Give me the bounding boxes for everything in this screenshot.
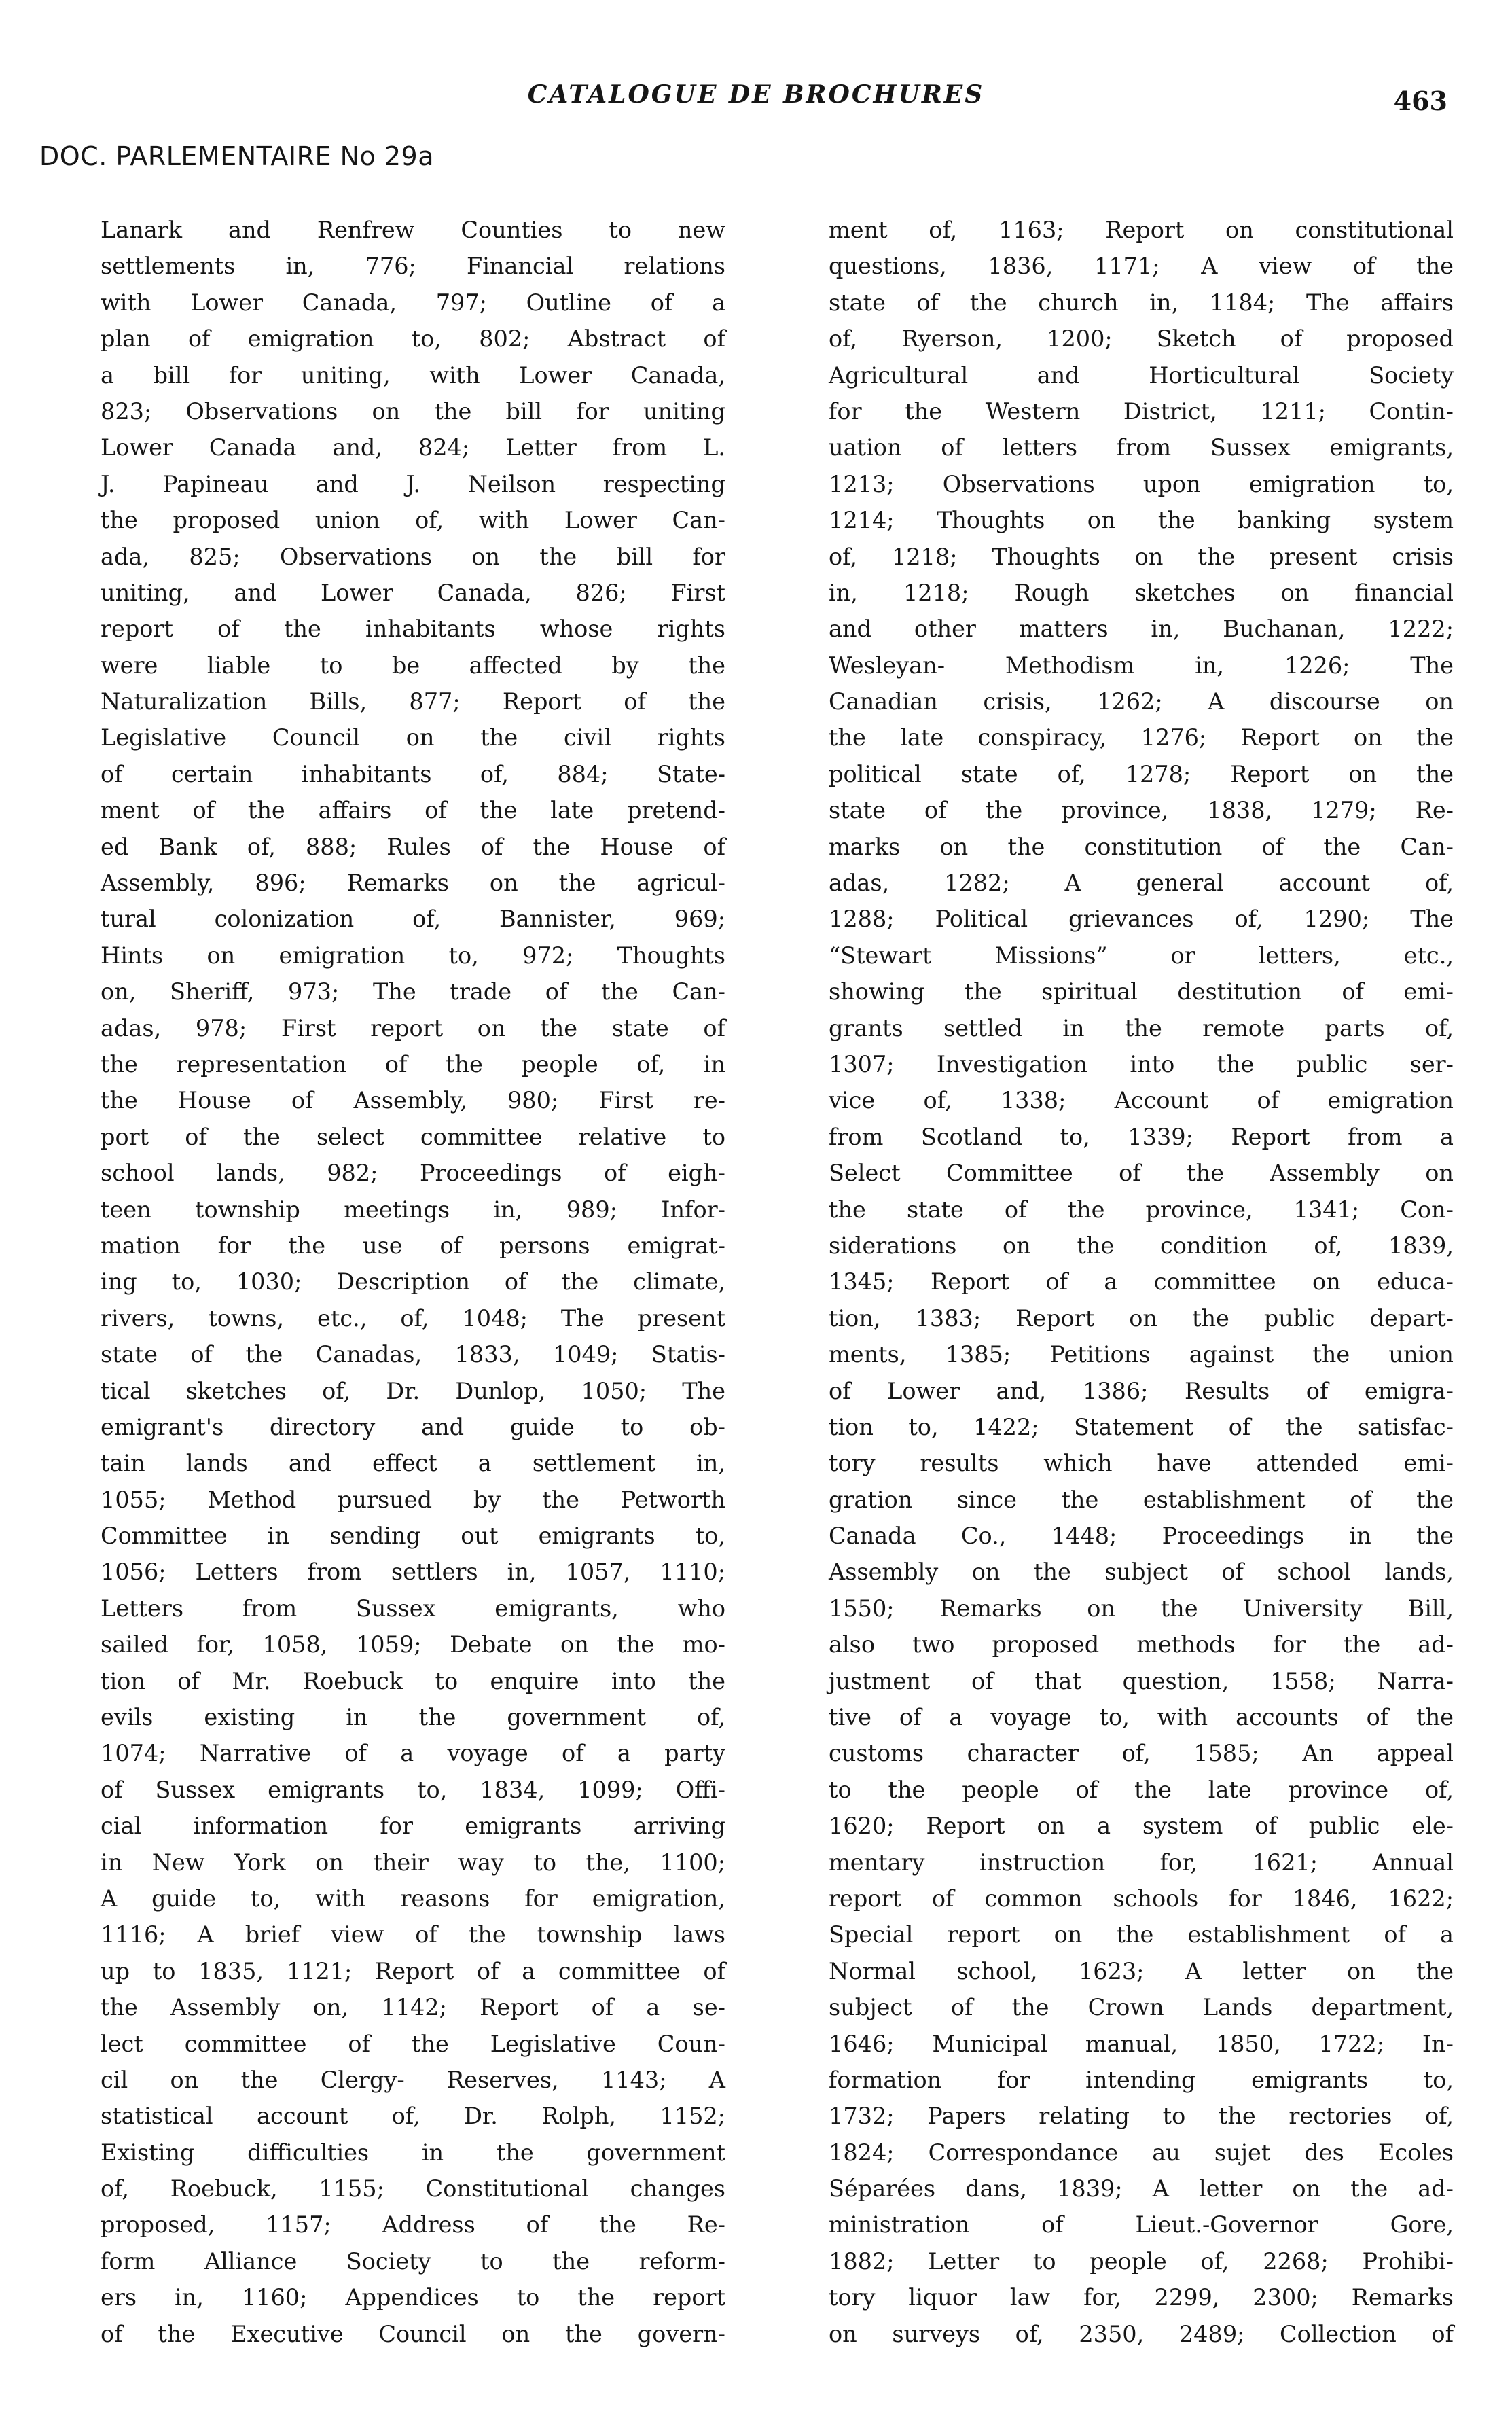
right-column-line: the late conspiracy, 1276; Report on the (829, 724, 1454, 751)
right-column-line: showing the spiritual destitution of emi- (829, 978, 1454, 1005)
left-column-line: uniting, and Lower Canada, 826; First (101, 579, 725, 606)
left-column-line: settlements in, 776; Financial relations (101, 253, 725, 280)
right-column-line: of, 1218; Thoughts on the present crisis (829, 543, 1454, 570)
right-column-line: 1307; Investigation into the public ser- (829, 1050, 1454, 1078)
right-column-line: grants settled in the remote parts of, (829, 1014, 1454, 1041)
right-column-line: 1824; Correspondance au sujet des Ecoles (829, 2139, 1454, 2166)
right-column-line: to the people of the late province of, (829, 1776, 1454, 1803)
left-column-line: Committee in sending out emigrants to, (101, 1522, 725, 1550)
right-column-line: 1288; Political grievances of, 1290; The (829, 906, 1454, 933)
left-column-line: Assembly, 896; Remarks on the agricul- (101, 870, 725, 897)
left-column-line: ment of the affairs of the late pretend- (101, 797, 725, 824)
right-column-line: ments, 1385; Petitions against the union (829, 1341, 1454, 1368)
right-column-line: 1213; Observations upon emigration to, (829, 470, 1454, 497)
right-column-line: from Scotland to, 1339; Report from a (829, 1123, 1454, 1150)
left-column-line: Legislative Council on the civil rights (101, 724, 725, 751)
right-column-line: Canada Co., 1448; Proceedings in the (829, 1522, 1454, 1550)
right-column-line: Normal school, 1623; A letter on the (829, 1957, 1454, 1984)
left-column-line: state of the Canadas, 1833, 1049; Statis- (101, 1341, 725, 1368)
right-column-line: in, 1218; Rough sketches on financial (829, 579, 1454, 606)
left-column-line: in New York on their way to the, 1100; (101, 1849, 725, 1876)
left-column-line: with Lower Canada, 797; Outline of a (101, 289, 725, 316)
left-column-line: 823; Observations on the bill for uniting (101, 397, 725, 425)
right-column-line: political state of, 1278; Report on the (829, 760, 1454, 787)
right-column-line: ment of, 1163; Report on constitutional (829, 217, 1454, 243)
left-column-line: 1116; A brief view of the township laws (101, 1921, 725, 1948)
left-column-line: Lower Canada and, 824; Letter from L. (101, 434, 725, 461)
left-column-line: the Assembly on, 1142; Report of a se- (101, 1994, 725, 2021)
left-column-line: adas, 978; First report on the state of (101, 1014, 725, 1041)
right-column-line: “Stewart Missions” or letters, etc., (829, 942, 1454, 969)
right-column-line: on surveys of, 2350, 2489; Collection of (829, 2320, 1454, 2347)
left-column-line: 1074; Narrative of a voyage of a party (101, 1740, 725, 1767)
right-column-line: questions, 1836, 1171; A view of the (829, 253, 1454, 280)
right-column-line: Assembly on the subject of school lands, (829, 1559, 1454, 1586)
right-column-line: and other matters in, Buchanan, 1222; (829, 616, 1454, 643)
right-column-line: 1550; Remarks on the University Bill, (829, 1595, 1454, 1622)
left-column-line: Letters from Sussex emigrants, who (101, 1595, 725, 1622)
left-column-line: emigrant's directory and guide to ob- (101, 1413, 725, 1440)
left-column (101, 212, 725, 2352)
right-column-line: vice of, 1338; Account of emigration (829, 1087, 1454, 1114)
left-column-line: lect committee of the Legislative Coun- (101, 2030, 725, 2057)
left-column-line: 1056; Letters from settlers in, 1057, 1110; (101, 1559, 725, 1586)
left-column-line: evils existing in the government of, (101, 1704, 725, 1731)
right-column-line: Wesleyan- Methodism in, 1226; The (829, 652, 1454, 679)
right-column-line: 1882; Letter to people of, 2268; Prohibi- (829, 2247, 1454, 2275)
left-column-line: proposed, 1157; Address of the Re- (101, 2211, 725, 2239)
left-column-line: plan of emigration to, 802; Abstract of (101, 325, 725, 353)
left-column-line: tural colonization of, Bannister, 969; (101, 906, 725, 933)
right-column-line: adas, 1282; A general account of, (829, 870, 1454, 897)
right-column-line: Select Committee of the Assembly on (829, 1160, 1454, 1187)
right-column-line: gration since the establishment of the (829, 1486, 1454, 1513)
right-column-line: siderations on the condition of, 1839, (829, 1232, 1454, 1259)
right-column-line: Special report on the establishment of a (829, 1921, 1454, 1948)
right-column-line: of Lower and, 1386; Results of emigra- (829, 1377, 1454, 1404)
left-column-line: a bill for uniting, with Lower Canada, (101, 361, 725, 389)
right-column-line: 1620; Report on a system of public ele- (829, 1813, 1454, 1840)
left-column-line: cial information for emigrants arriving (101, 1813, 725, 1840)
left-column-line: sailed for, 1058, 1059; Debate on the mo- (101, 1631, 725, 1658)
right-column-line: Agricultural and Horticultural Society (829, 361, 1454, 389)
left-column-line: Naturalization Bills, 877; Report of the (101, 688, 725, 715)
right-column-line: customs character of, 1585; An appeal (829, 1740, 1454, 1767)
right-column-line: for the Western District, 1211; Contin- (829, 397, 1454, 425)
left-column-line: statistical account of, Dr. Rolph, 1152; (101, 2103, 725, 2130)
right-column-line: state of the church in, 1184; The affairs (829, 289, 1454, 316)
right-column (829, 212, 1454, 2352)
right-column-line: ministration of Lieut.-Governor Gore, (829, 2211, 1454, 2239)
right-column-line: mentary instruction for, 1621; Annual (829, 1849, 1454, 1876)
left-column-line: of certain inhabitants of, 884; State- (101, 760, 725, 787)
right-column-line: 1646; Municipal manual, 1850, 1722; In- (829, 2030, 1454, 2057)
left-column-line: the House of Assembly, 980; First re- (101, 1087, 725, 1114)
left-column-line: school lands, 982; Proceedings of eigh- (101, 1160, 725, 1187)
left-column-line: tical sketches of, Dr. Dunlop, 1050; The (101, 1377, 725, 1404)
right-column-line: tory liquor law for, 2299, 2300; Remarks (829, 2284, 1454, 2311)
right-column-line: report of common schools for 1846, 1622; (829, 1885, 1454, 1912)
left-column-line: ing to, 1030; Description of the climate, (101, 1268, 725, 1296)
left-column-line: of the Executive Council on the govern- (101, 2320, 725, 2347)
left-column-line: tion of Mr. Roebuck to enquire into the (101, 1667, 725, 1694)
left-column-line: tain lands and effect a settlement in, (101, 1450, 725, 1477)
left-column-line: report of the inhabitants whose rights (101, 616, 725, 643)
page-number: 463 (1393, 86, 1447, 116)
right-column-line: tion to, 1422; Statement of the satisfac- (829, 1413, 1454, 1440)
right-column-line: tion, 1383; Report on the public depart- (829, 1304, 1454, 1332)
left-column-line: teen township meetings in, 989; Infor- (101, 1196, 725, 1223)
right-column-line: justment of that question, 1558; Narra- (829, 1667, 1454, 1694)
left-column-line: of, Roebuck, 1155; Constitutional changes (101, 2175, 725, 2203)
left-column-line: ed Bank of, 888; Rules of the House of (101, 833, 725, 860)
right-column-line: formation for intending emigrants to, (829, 2066, 1454, 2093)
right-column-line: also two proposed methods for the ad- (829, 1631, 1454, 1658)
left-column-line: Hints on emigration to, 972; Thoughts (101, 942, 725, 969)
right-column-line: uation of letters from Sussex emigrants, (829, 434, 1454, 461)
running-title: CATALOGUE DE BROCHURES (527, 80, 985, 109)
right-column-line: 1732; Papers relating to the rectories of, (829, 2103, 1454, 2130)
right-column-line: tory results which have attended emi- (829, 1450, 1454, 1477)
left-column-line: A guide to, with reasons for emigration, (101, 1885, 725, 1912)
left-column-line: up to 1835, 1121; Report of a committee of (101, 1957, 725, 1984)
right-column-line: Séparées dans, 1839; A letter on the ad- (829, 2175, 1454, 2203)
left-column-line: on, Sheriff, 973; The trade of the Can- (101, 978, 725, 1005)
right-column-line: state of the province, 1838, 1279; Re- (829, 797, 1454, 824)
right-column-line: of, Ryerson, 1200; Sketch of proposed (829, 325, 1454, 353)
left-column-line: J. Papineau and J. Neilson respecting (101, 470, 725, 497)
left-column-line: were liable to be affected by the (101, 652, 725, 679)
left-column-line: Lanark and Renfrew Counties to new (101, 217, 725, 243)
left-column-line: ers in, 1160; Appendices to the report (101, 2284, 725, 2311)
left-column-line: port of the select committee relative to (101, 1123, 725, 1150)
right-column-line: marks on the constitution of the Can- (829, 833, 1454, 860)
left-column-line: the proposed union of, with Lower Can- (101, 507, 725, 534)
left-column-line: rivers, towns, etc., of, 1048; The present (101, 1304, 725, 1332)
right-column-line: tive of a voyage to, with accounts of the (829, 1704, 1454, 1731)
left-column-line: cil on the Clergy- Reserves, 1143; A (101, 2066, 725, 2093)
document-label: DOC. PARLEMENTAIRE No 29a (39, 141, 434, 171)
left-column-line: Existing difficulties in the government (101, 2139, 725, 2166)
left-column-line: ada, 825; Observations on the bill for (101, 543, 725, 570)
left-column-line: of Sussex emigrants to, 1834, 1099; Offi- (101, 1776, 725, 1803)
left-column-line: form Alliance Society to the reform- (101, 2247, 725, 2275)
right-column-line: subject of the Crown Lands department, (829, 1994, 1454, 2021)
right-column-line: Canadian crisis, 1262; A discourse on (829, 688, 1454, 715)
left-column-line: mation for the use of persons emigrat- (101, 1232, 725, 1259)
left-column-line: the representation of the people of, in (101, 1050, 725, 1078)
right-column-line: the state of the province, 1341; Con- (829, 1196, 1454, 1223)
left-column-line: 1055; Method pursued by the Petworth (101, 1486, 725, 1513)
right-column-line: 1345; Report of a committee on educa- (829, 1268, 1454, 1296)
right-column-line: 1214; Thoughts on the banking system (829, 507, 1454, 534)
